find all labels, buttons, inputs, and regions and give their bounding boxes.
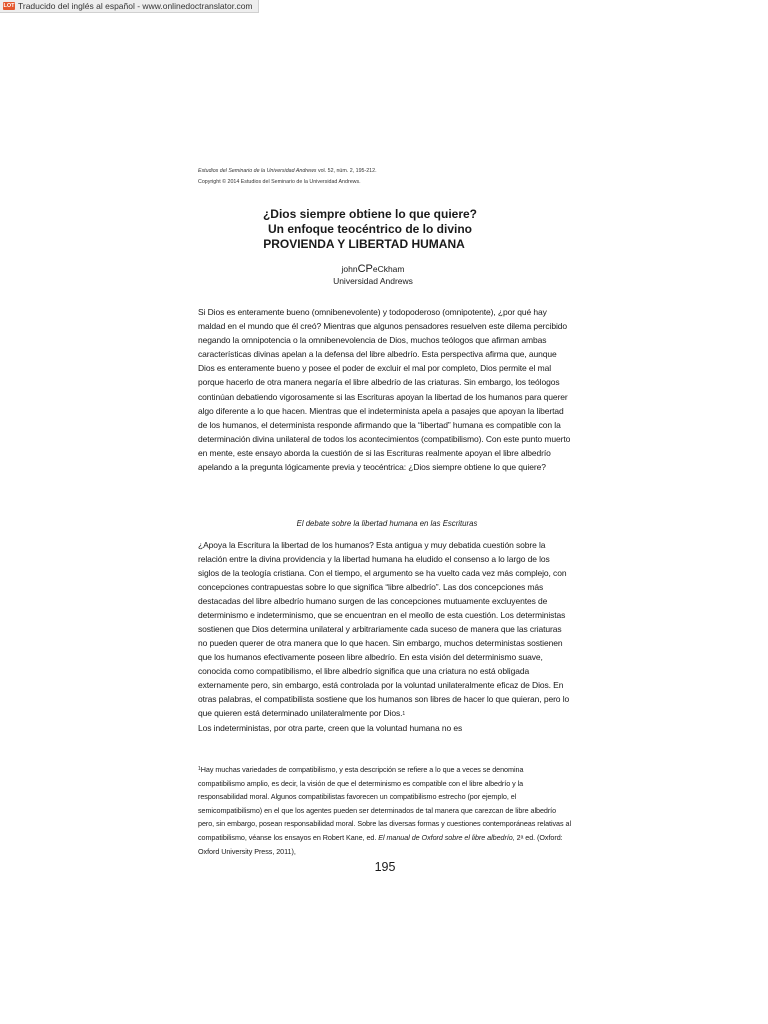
body-continuation: Los indeterministas, por otra parte, creen que la voluntad humana no es	[198, 722, 463, 733]
page-number: 195	[374, 860, 396, 874]
footnote-edition: 2	[514, 832, 521, 842]
article-title	[198, 207, 572, 252]
footnote-tail: ed. (Oxford: Oxford University Press, 2011),	[198, 832, 563, 856]
title-line-1: ¿Dios siempre obtiene lo que quiere?	[262, 207, 478, 221]
journal-name: Estudios del Seminario de la Universidad Andrews	[198, 168, 317, 174]
footnote-edition-sup: a	[520, 834, 524, 841]
copyright-line: Copyright © 2014 Estudios del Seminario de la Universidad Andrews.	[198, 179, 361, 185]
title-line-3: PROVIENDA Y LIBERTAD HUMANA	[263, 237, 465, 251]
section-heading: El debate sobre la libertad humana en las Escrituras	[296, 519, 478, 528]
footnote	[198, 763, 572, 858]
journal-citation	[198, 168, 377, 174]
author-name	[198, 263, 572, 275]
journal-volume: vol. 52, núm. 2, 195-212.	[316, 168, 377, 174]
author-block	[198, 263, 572, 287]
body-text: ¿Apoya la Escritura la libertad de los humanos? Esta antigua y muy debatida cuestión sobre la relación entre la divina providencia y la libertad humana ha eludido el consenso a lo largo de los siglos de la teología cristiana. Con el tiempo, el argumento se ha vuelto cada vez más complejo, con concepciones contrapuestas sobre lo que significa “libre albedrío”. Las dos concepciones más destacadas del libre albedrío humano surgen de las concepciones mutuamente excluyentes de determinismo e indeterminismo, que se encuentran en el meollo de esta cuestión. Los deterministas sostienen que Dios determina unilateral y arbitrariamente cada suceso de manera que las criaturas no pueden querer de otra manera que lo que hacen. Sin embargo, muchos deterministas sostienen que los humanos efectivamente poseen libre albedrío. En esta visión del determinismo suave, conocida como compatibilismo, el libre albedrío significa que una criatura no está obligada externamente pero, sin embargo, está controlada por la voluntad unilateralmente eficaz de Dios. En otras palabras, el compatibilista sostiene que los humanos son libres de hacer lo que quieran, pero lo que quieren está determinado unilateralmente por Dios.	[198, 540, 570, 718]
author-affiliation: Universidad Andrews	[333, 276, 413, 286]
document-translator-icon: LOT	[3, 3, 15, 9]
author-name-part: CP	[357, 263, 373, 275]
footnote-book-title: El manual de Oxford sobre el libre albedrío,	[378, 832, 515, 842]
translator-banner[interactable]	[0, 0, 259, 13]
footnote-number: 1	[198, 766, 201, 772]
author-name-part: eCkham	[372, 264, 405, 274]
abstract-paragraph: Si Dios es enteramente bueno (omnibenevolente) y todopoderoso (omnipotente), ¿por qué hay maldad en el mundo que él creó? Mientras que algunos pensadores resuelven este dilema percibido negando la omnipotencia o la omnibenevolencia de Dios, muchos teólogos que afirman ambas características divinas apelan a la defensa del libre albedrío. Esta perspectiva afirma que, aunque Dios es enteramente bueno y posee el poder de excluir el mal por completo, Dios permite el mal porque hacerlo de otra manera negaría el libre albedrío de las criaturas. Sin embargo, los teólogos continúan debatiendo vigorosamente si las Escrituras apoyan la libertad de los humanos para querer algo diferente a lo que hacen. Mientras que el indeterminista apela a pasajes que apoyan la libertad de los humanos, el determinista responde afirmando que la “libertad” humana es compatible con la determinación divina unilateral de todos los acontecimientos (compatibilismo). Con este punto muerto en mente, este ensayo aborda la cuestión de si las Escrituras realmente apoyan el libre albedrío apelando a la pregunta lógicamente previa y teocéntrica: ¿Dios siempre obtiene lo que quiere?	[198, 307, 571, 473]
footnote-text: Hay muchas variedades de compatibilismo, y esta descripción se refiere a lo que a veces se denomina compatibilismo amplio, es decir, la visión de que el determinismo es compatible con el libre albedrío y la responsabilidad moral. Algunos compatibilistas favorecen un compatibilismo estrecho (por ejemplo, el semicompatibilismo) en el que los agentes pueden ser determinados de tal manera que carezcan de libre albedrío pero, sin embargo, posean responsabilidad moral. Sobre las diversas formas y cuestiones contemporáneas relativas al compatibilismo, véanse los ensayos en Robert Kane, ed.	[198, 765, 571, 842]
body-paragraph	[198, 538, 572, 735]
title-line-2: Un enfoque teocéntrico de lo divino	[267, 222, 472, 236]
footnote-reference[interactable]: 1	[402, 710, 406, 717]
author-name-part: john	[341, 264, 358, 274]
translator-banner-text[interactable]: Traducido del inglés al español - www.onlinedoctranslator.com	[18, 1, 253, 11]
